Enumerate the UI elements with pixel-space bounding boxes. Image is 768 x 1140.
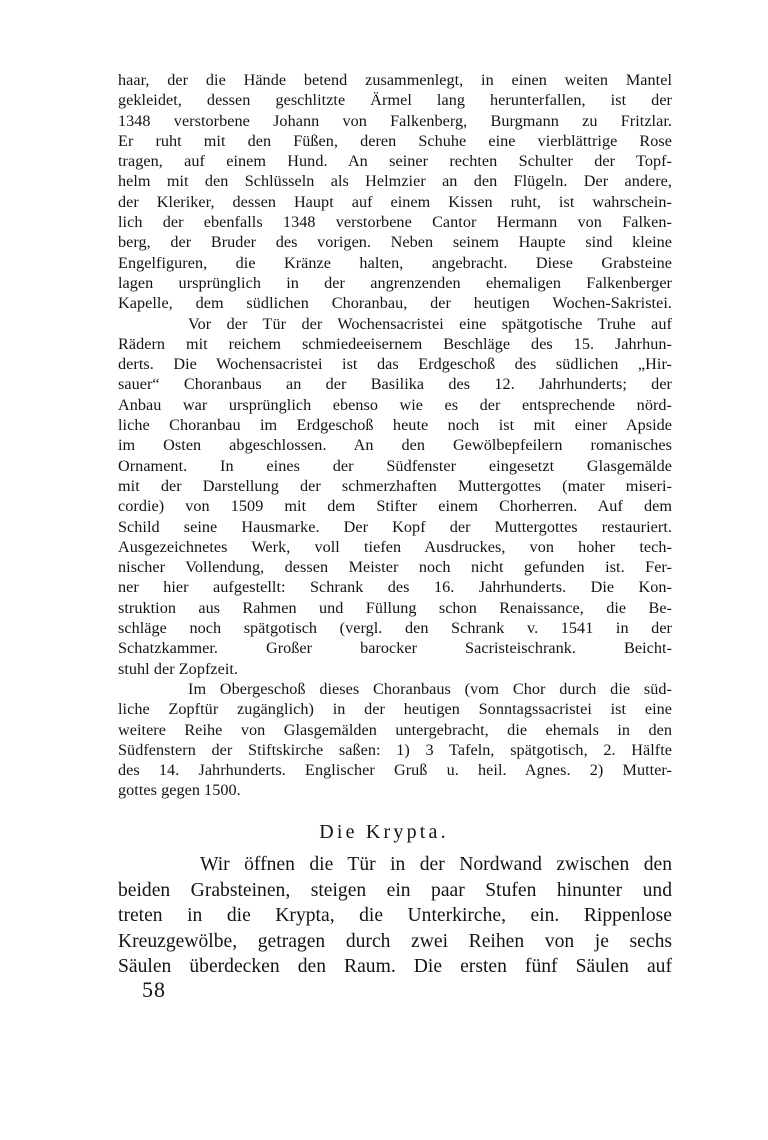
text-line: schläge noch spätgotisch (vergl. den Schrank v. 1541 in der — [118, 619, 672, 638]
text-line: des 14. Jahrhunderts. Englischer Gruß u. heil. Agnes. 2) Mutter- — [118, 761, 672, 780]
text-line: mit der Darstellung der schmerzhaften Muttergottes (mater miseri- — [118, 476, 672, 495]
text-line: helm mit den Schlüsseln als Helmzier an den Flügeln. Der andere, — [118, 172, 672, 191]
text-line: Schild seine Hausmarke. Der Kopf der Muttergottes restauriert. — [118, 517, 672, 536]
text-line: Kapelle, dem südlichen Choranbau, der heutigen Wochen-Sakristei. — [118, 294, 672, 313]
text-line: Ornament. In eines der Südfenster eingesetzt Glasgemälde — [118, 456, 672, 475]
text-line: derts. Die Wochensacristei ist das Erdgeschoß des südlichen „Hir- — [118, 355, 672, 374]
text-line: tragen, auf einem Hund. An seiner rechten Schulter der Topf- — [118, 152, 672, 171]
text-line: Südfenstern der Stiftskirche saßen: 1) 3 Tafeln, spätgotisch, 2. Hälfte — [118, 740, 672, 759]
text-line: weitere Reihe von Glasgemälden untergebracht, die ehemals in den — [118, 720, 672, 739]
text-line: beiden Grabsteinen, steigen ein paar Stufen hinunter und — [118, 879, 672, 901]
text-line: treten in die Krypta, die Unterkirche, ein. Rippenlose — [118, 905, 672, 927]
text-line: Ausgezeichnetes Werk, voll tiefen Ausdruckes, von hoher tech- — [118, 537, 672, 556]
paragraph-end-line: stuhl der Zopfzeit. — [118, 659, 239, 678]
text-line: lagen ursprünglich in der angrenzenden ehemaligen Falkenberger — [118, 273, 672, 292]
text-line: liche Choranbau im Erdgeschoß heute noch ist mit einer Apside — [118, 416, 672, 435]
text-line: der Kleriker, dessen Haupt auf einem Kissen ruht, ist wahrschein- — [118, 192, 672, 211]
text-line: 1348 verstorbene Johann von Falkenberg, Burgmann zu Fritzlar. — [118, 111, 672, 130]
text-line: Schatzkammer. Großer barocker Sacristeischrank. Beicht- — [118, 639, 672, 658]
text-line: Säulen überdecken den Raum. Die ersten fünf Säulen auf — [118, 956, 672, 978]
text-line: Engelfiguren, die Kränze halten, angebracht. Diese Grabsteine — [118, 253, 672, 272]
paragraph-end-line: gottes gegen 1500. — [118, 781, 241, 800]
text-line: Rädern mit reichem schmiedeeisernem Beschläge des 15. Jahrhun- — [118, 334, 672, 353]
body-text — [118, 70, 672, 801]
text-line: Er ruht mit den Füßen, deren Schuhe eine vierblättrige Rose — [118, 131, 672, 150]
text-line: sauer“ Choranbaus an der Basilika des 12. Jahrhunderts; der — [118, 375, 672, 394]
text-line: Kreuzgewölbe, getragen durch zwei Reihen von je sechs — [118, 930, 672, 952]
text-line: berg, der Bruder des vorigen. Neben seinem Haupte sind kleine — [118, 233, 672, 252]
text-line: struktion aus Rahmen und Füllung schon Renaissance, die Be- — [118, 598, 672, 617]
text-line: Anbau war ursprünglich ebenso wie es der entsprechende nörd- — [118, 395, 672, 414]
text-line: im Osten abgeschlossen. An den Gewölbepfeilern romanisches — [118, 436, 672, 455]
section-heading: Die Krypta. — [319, 821, 449, 843]
text-line: lich der ebenfalls 1348 verstorbene Cantor Hermann von Falken- — [118, 213, 672, 232]
text-line: liche Zopftür zugänglich) in der heutigen Sonntagssacristei ist eine — [118, 700, 672, 719]
paragraph-start-line: Vor der Tür der Wochensacristei eine spätgotische Truhe auf — [188, 314, 672, 333]
paragraph-start-line: Wir öffnen die Tür in der Nordwand zwischen den — [200, 854, 672, 875]
text-line: nischer Vollendung, dessen Meister noch nicht gefunden ist. Fer- — [118, 558, 672, 577]
text-line: haar, der die Hände betend zusammenlegt, in einen weiten Mantel — [118, 71, 672, 89]
text-line: ner hier aufgestellt: Schrank des 16. Jahrhunderts. Die Kon- — [118, 578, 672, 597]
section-text — [118, 852, 672, 980]
text-line: gekleidet, dessen geschlitzte Ärmel lang herunterfallen, ist der — [118, 91, 672, 110]
paragraph-start-line: Im Obergeschoß dieses Choranbaus (vom Chor durch die süd- — [188, 679, 672, 698]
text-line: cordie) von 1509 mit dem Stifter einem Chorherren. Auf dem — [118, 497, 672, 516]
page-number: 58 — [142, 977, 166, 1002]
